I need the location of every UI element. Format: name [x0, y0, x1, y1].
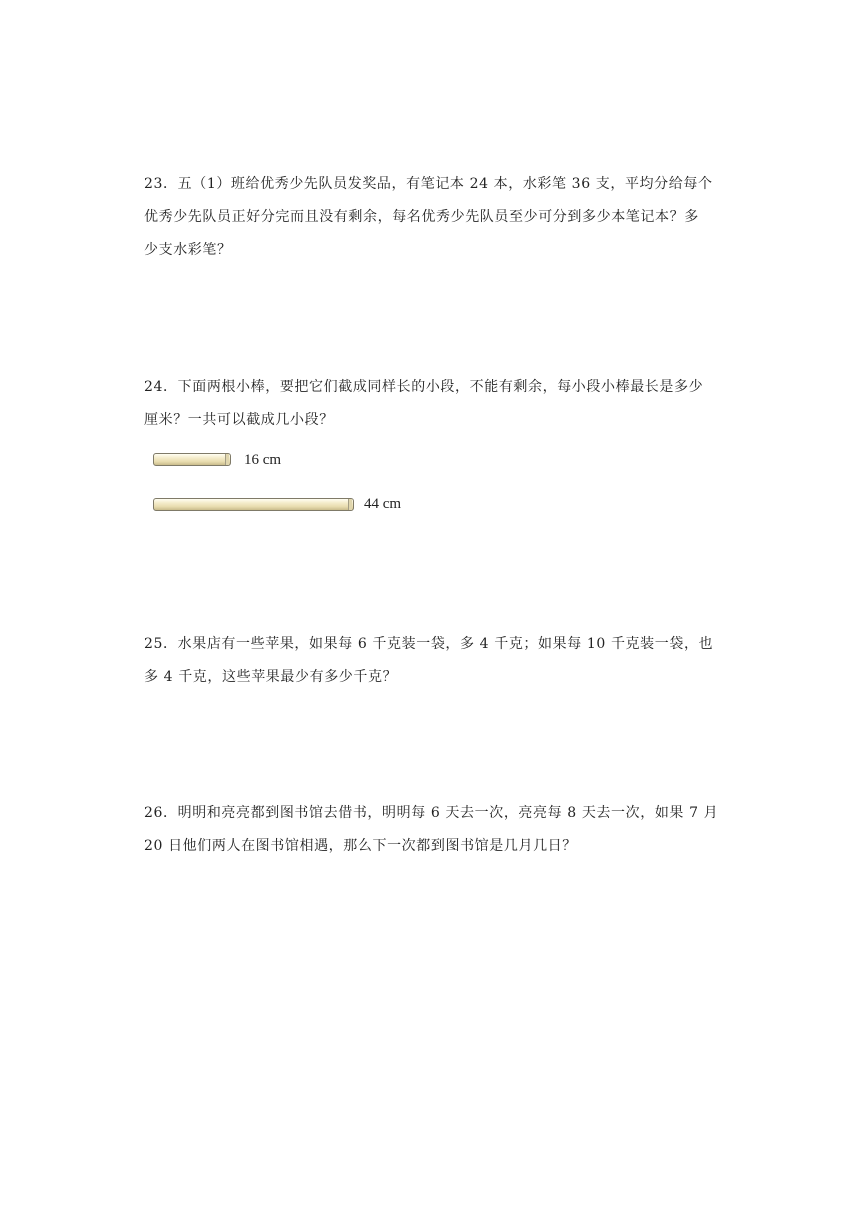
- question-text-line: 24．下面两根小棒，要把它们截成同样长的小段，不能有剩余，每小段小棒最长是多少: [144, 379, 704, 395]
- question-text-line: 25．水果店有一些苹果，如果每 6 千克装一袋，多 4 千克；如果每 10 千克装一袋，也: [144, 636, 714, 652]
- stick-16cm-label: 16 cm: [244, 452, 282, 468]
- question-23: [144, 168, 724, 267]
- stick-end-cap: [225, 454, 229, 465]
- question-25: [144, 628, 724, 694]
- stick-44cm: [153, 498, 354, 511]
- question-text-line: 20 日他们两人在图书馆相遇，那么下一次都到图书馆是几月几日？: [144, 838, 577, 854]
- stick-16cm: [153, 453, 231, 466]
- question-text-line: 少支水彩笔？: [144, 242, 232, 258]
- question-text-line: 多 4 千克，这些苹果最少有多少千克？: [144, 669, 398, 685]
- question-24: [144, 371, 724, 437]
- question-text-line: 26．明明和亮亮都到图书馆去借书，明明每 6 天去一次，亮亮每 8 天去一次，如果 7 月: [144, 805, 719, 821]
- stick-end-cap: [348, 499, 352, 510]
- question-text-line: 23．五（1）班给优秀少先队员发奖品，有笔记本 24 本，水彩笔 36 支，平均分给每个: [144, 176, 713, 192]
- stick-44cm-label: 44 cm: [364, 496, 402, 512]
- question-text-line: 优秀少先队员正好分完而且没有剩余，每名优秀少先队员至少可分到多少本笔记本？多: [144, 209, 699, 225]
- question-text-line: 厘米？一共可以截成几小段？: [144, 412, 334, 428]
- question-26: [144, 797, 724, 863]
